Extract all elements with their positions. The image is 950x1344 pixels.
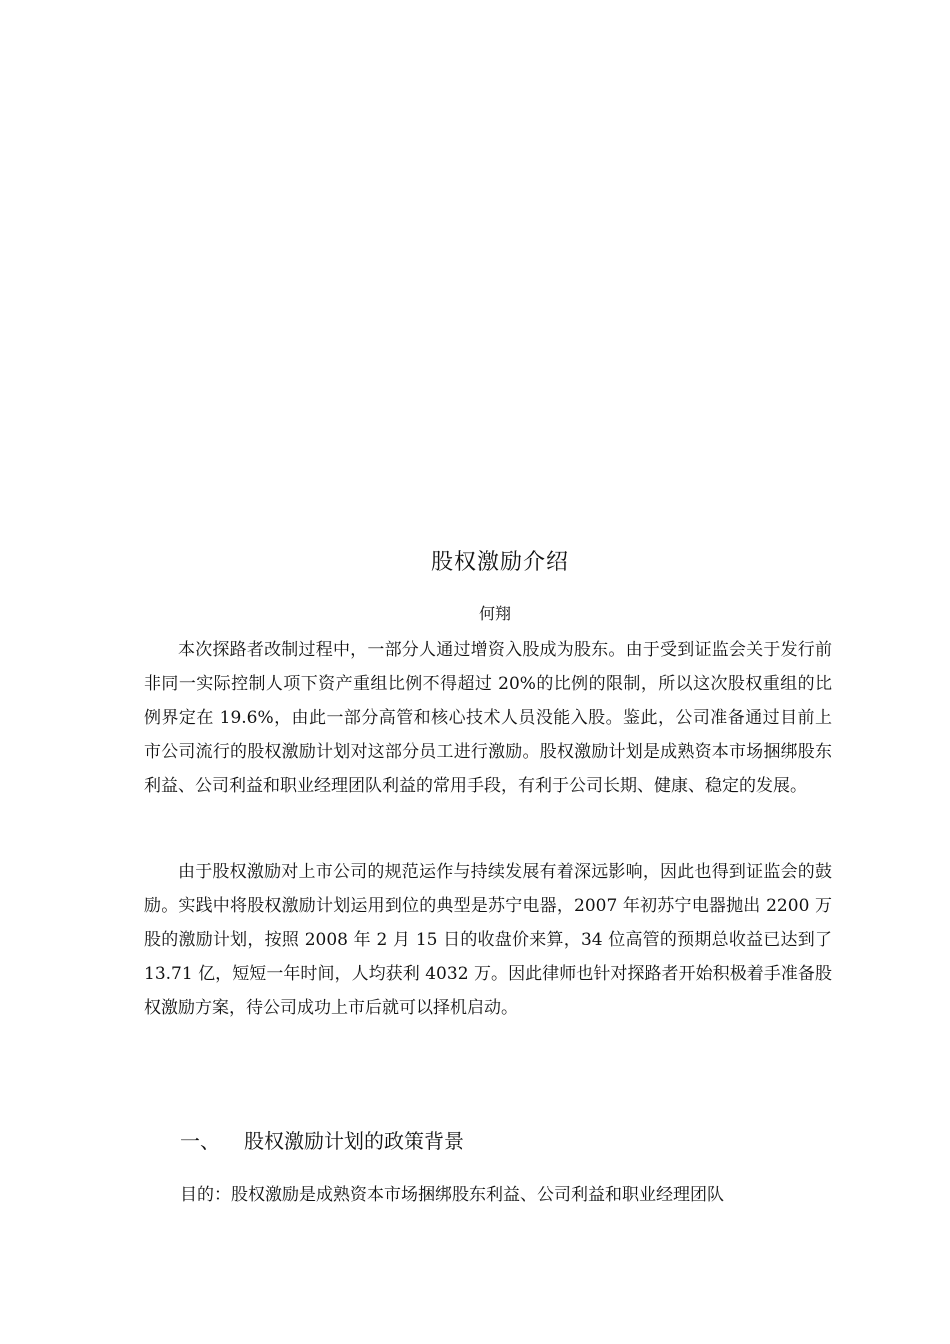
paragraph: 由于股权激励对上市公司的规范运作与持续发展有着深远影响，因此也得到证监会的鼓励。实践中将股权激励计划运用到位的典型是苏宁电器，2007 年初苏宁电器抛出 2200 万股的激励计划，按照 2008 年 2 月 15 日的收盘价来算，34 位高管的预期总收益已达到了 13.71 亿，短短一年时间，人均获利 4032 万。因此律师也针对探路者开始积极着手准备股权激励方案，待公司成功上市后就可以择机启动。 — [144, 862, 832, 1018]
document-author: 何翔 — [478, 604, 511, 623]
section-number: 一、 — [180, 1129, 220, 1153]
section-paragraph: 目的：股权激励是成熟资本市场捆绑股东利益、公司利益和职业经理团队 — [180, 1185, 724, 1205]
paragraph-1-block — [144, 633, 832, 803]
section-heading — [180, 1125, 464, 1154]
paragraph-2-block — [144, 855, 832, 1025]
document-title: 股权激励介绍 — [430, 550, 569, 575]
section-title: 股权激励计划的政策背景 — [244, 1129, 464, 1153]
paragraph: 本次探路者改制过程中，一部分人通过增资入股成为股东。由于受到证监会关于发行前非同一实际控制人项下资产重组比例不得超过 20%的比例的限制，所以这次股权重组的比例界定在 19.6%，由此一部分高管和核心技术人员没能入股。鉴此，公司准备通过目前上市公司流行的股权激励计划对这部分员工进行激励。股权激励计划是成熟资本市场捆绑股东利益、公司利益和职业经理团队利益的常用手段，有利于公司长期、健康、稳定的发展。 — [144, 640, 832, 796]
